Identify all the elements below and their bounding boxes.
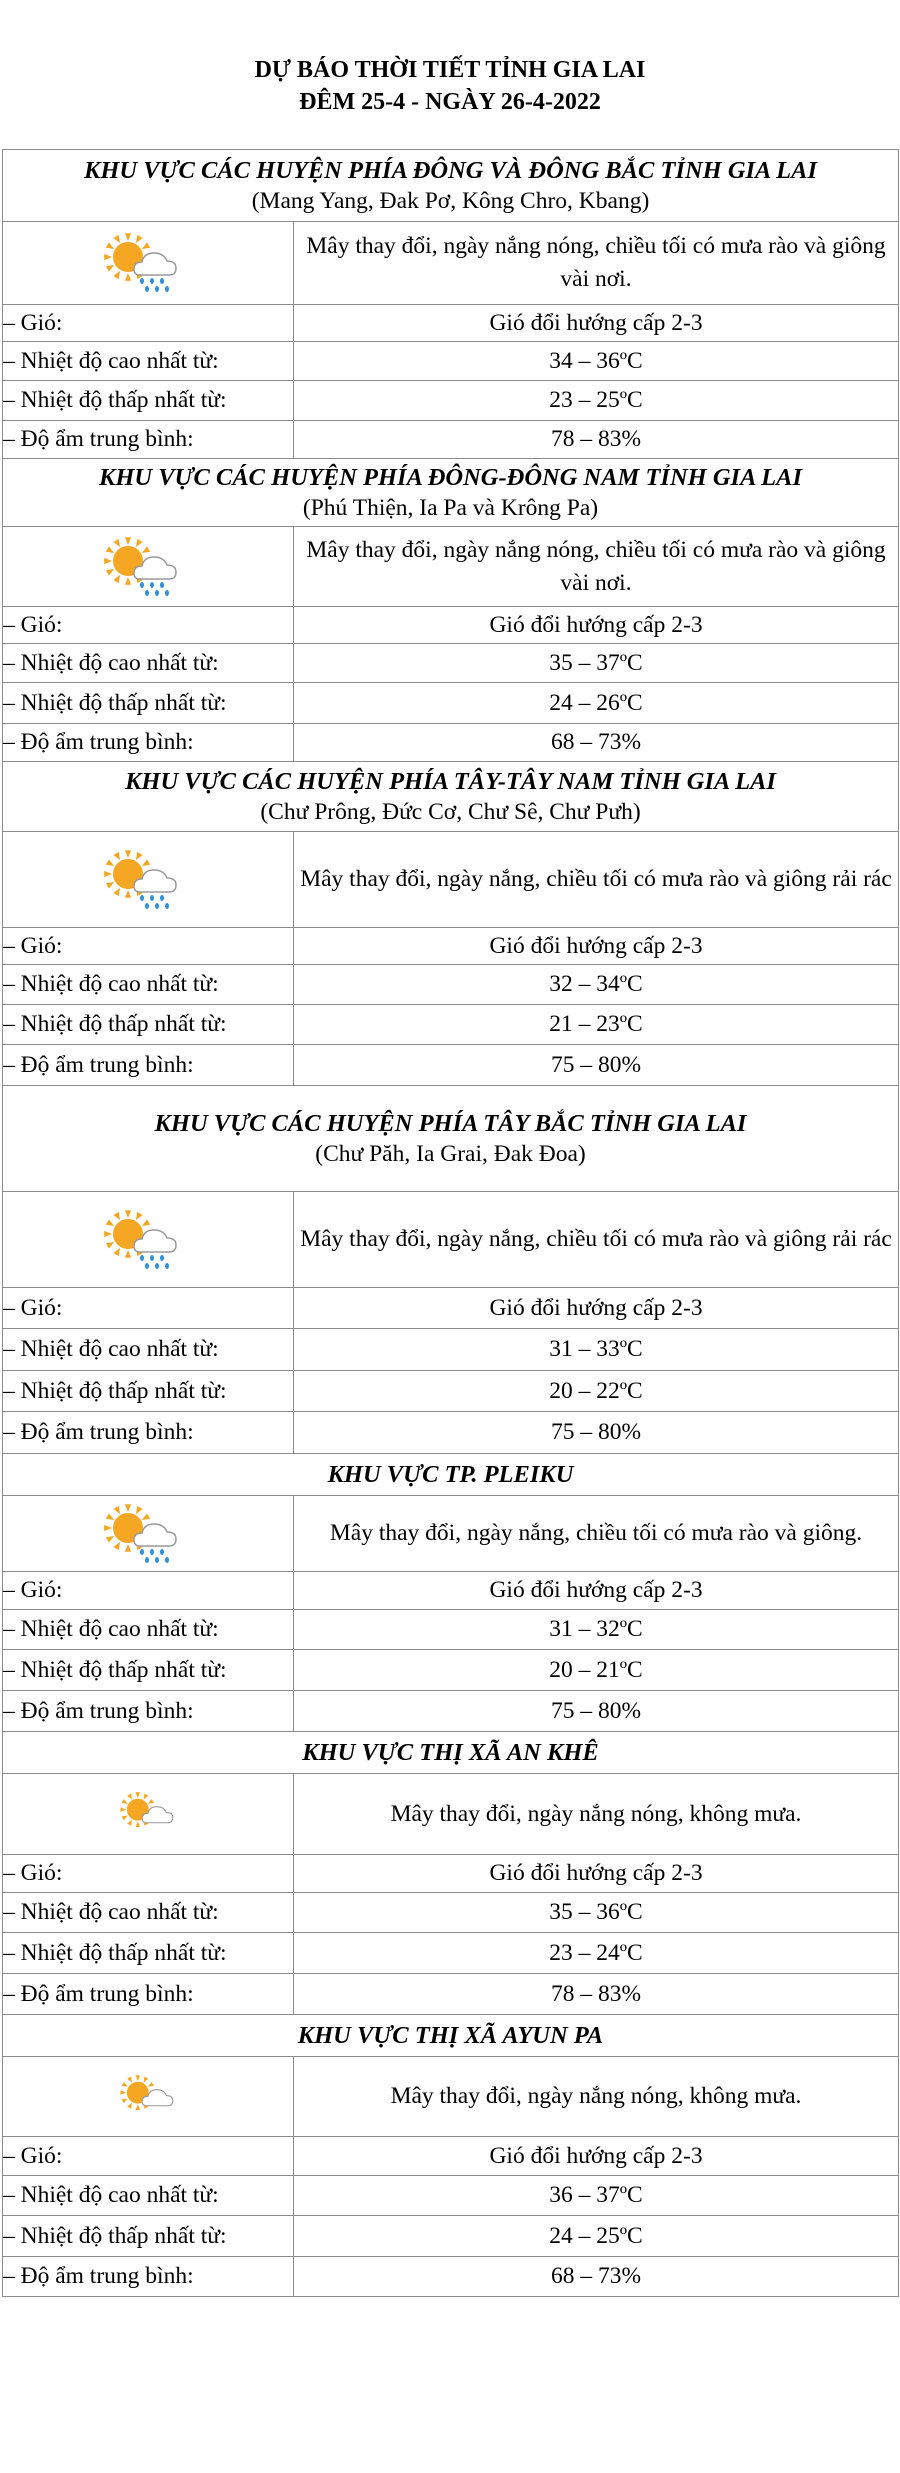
high-temp-row	[3, 1893, 899, 1933]
condition-row	[3, 527, 899, 607]
high-temp-row	[3, 2176, 899, 2216]
low-temp-row	[3, 1005, 899, 1045]
low-temp-value: 24 – 26ºC	[294, 683, 899, 724]
low-temp-label: – Nhiệt độ thấp nhất từ:	[3, 1005, 294, 1045]
weather-icon-cell	[3, 2057, 294, 2137]
low-temp-row	[3, 2216, 899, 2257]
region-header	[3, 1454, 899, 1496]
region-header-row	[3, 459, 899, 527]
wind-row	[3, 1855, 899, 1893]
humidity-row	[3, 1974, 899, 2015]
low-temp-value: 21 – 23ºC	[294, 1005, 899, 1045]
wind-value: Gió đổi hướng cấp 2-3	[294, 1288, 899, 1329]
humidity-row	[3, 1412, 899, 1454]
low-temp-row	[3, 1650, 899, 1691]
high-temp-value: 34 – 36ºC	[294, 342, 899, 381]
high-temp-label: – Nhiệt độ cao nhất từ:	[3, 965, 294, 1005]
high-temp-row	[3, 1329, 899, 1371]
weather-description: Mây thay đổi, ngày nắng, chiều tối có mưa rào và giông rải rác	[294, 832, 899, 928]
high-temp-row	[3, 965, 899, 1005]
wind-label: – Gió:	[3, 928, 294, 965]
humidity-label: – Độ ẩm trung bình:	[3, 421, 294, 459]
weather-icon-cell	[3, 1774, 294, 1855]
region-name: KHU VỰC CÁC HUYỆN PHÍA ĐÔNG-ĐÔNG NAM TỈNH GIA LAI	[98, 463, 803, 491]
humidity-label: – Độ ẩm trung bình:	[3, 1045, 294, 1086]
weather-description: Mây thay đổi, ngày nắng nóng, chiều tối có mưa rào và giông vài nơi.	[294, 222, 899, 305]
region-header	[3, 1732, 899, 1774]
weather-description: Mây thay đổi, ngày nắng nóng, chiều tối có mưa rào và giông vài nơi.	[294, 527, 899, 607]
weather-description: Mây thay đổi, ngày nắng, chiều tối có mưa rào và giông rải rác	[294, 1192, 899, 1288]
region-districts: (Phú Thiện, Ia Pa và Krông Pa)	[302, 494, 599, 521]
wind-value: Gió đổi hướng cấp 2-3	[294, 1855, 899, 1893]
weather-icon-cell	[3, 832, 294, 928]
wind-row	[3, 305, 899, 342]
wind-label: – Gió:	[3, 1288, 294, 1329]
wind-value: Gió đổi hướng cấp 2-3	[294, 305, 899, 342]
high-temp-label: – Nhiệt độ cao nhất từ:	[3, 1329, 294, 1371]
weather-icon-cell	[3, 1496, 294, 1572]
low-temp-label: – Nhiệt độ thấp nhất từ:	[3, 1933, 294, 1974]
wind-label: – Gió:	[3, 1572, 294, 1610]
low-temp-value: 20 – 22ºC	[294, 1371, 899, 1412]
region-header-row	[3, 150, 899, 222]
region-name: KHU VỰC CÁC HUYỆN PHÍA TÂY-TÂY NAM TỈNH GIA LAI	[125, 767, 776, 795]
humidity-row	[3, 724, 899, 762]
page-title: DỰ BÁO THỜI TIẾT TỈNH GIA LAI	[254, 57, 646, 83]
low-temp-row	[3, 1933, 899, 1974]
wind-value: Gió đổi hướng cấp 2-3	[294, 1572, 899, 1610]
region-districts: (Mang Yang, Đak Pơ, Kông Chro, Kbang)	[251, 187, 650, 214]
low-temp-value: 23 – 24ºC	[294, 1933, 899, 1974]
page-subtitle: ĐÊM 25-4 - NGÀY 26-4-2022	[299, 89, 601, 115]
low-temp-value: 20 – 21ºC	[294, 1650, 899, 1691]
high-temp-label: – Nhiệt độ cao nhất từ:	[3, 2176, 294, 2216]
low-temp-label: – Nhiệt độ thấp nhất từ:	[3, 1650, 294, 1691]
humidity-value: 75 – 80%	[294, 1691, 899, 1732]
region-header	[3, 2015, 899, 2057]
sun-cloud-icon	[113, 1782, 183, 1846]
region-name: KHU VỰC THỊ XÃ AYUN PA	[297, 2022, 604, 2049]
region-name: KHU VỰC CÁC HUYỆN PHÍA ĐÔNG VÀ ĐÔNG BẮC TỈNH GIA LAI	[84, 156, 818, 184]
high-temp-row	[3, 644, 899, 683]
low-temp-row	[3, 683, 899, 724]
wind-row	[3, 1572, 899, 1610]
region-name: KHU VỰC TP. PLEIKU	[327, 1461, 574, 1488]
humidity-value: 68 – 73%	[294, 2257, 899, 2297]
wind-label: – Gió:	[3, 305, 294, 342]
high-temp-label: – Nhiệt độ cao nhất từ:	[3, 644, 294, 683]
region-header-row	[3, 1454, 899, 1496]
high-temp-label: – Nhiệt độ cao nhất từ:	[3, 1893, 294, 1933]
sun-cloud-rain-icon	[100, 535, 196, 599]
region-header	[3, 150, 899, 222]
humidity-value: 75 – 80%	[294, 1045, 899, 1086]
wind-value: Gió đổi hướng cấp 2-3	[294, 2137, 899, 2176]
region-header	[3, 762, 899, 832]
high-temp-value: 35 – 36ºC	[294, 1893, 899, 1933]
high-temp-label: – Nhiệt độ cao nhất từ:	[3, 1610, 294, 1650]
wind-label: – Gió:	[3, 607, 294, 644]
humidity-value: 78 – 83%	[294, 421, 899, 459]
humidity-label: – Độ ẩm trung bình:	[3, 1412, 294, 1454]
humidity-row	[3, 2257, 899, 2297]
low-temp-label: – Nhiệt độ thấp nhất từ:	[3, 1371, 294, 1412]
region-header	[3, 459, 899, 527]
weather-description: Mây thay đổi, ngày nắng nóng, không mưa.	[294, 2057, 899, 2137]
humidity-value: 78 – 83%	[294, 1974, 899, 2015]
sun-cloud-rain-icon	[100, 848, 196, 912]
region-header-row	[3, 762, 899, 832]
high-temp-label: – Nhiệt độ cao nhất từ:	[3, 342, 294, 381]
condition-row	[3, 222, 899, 305]
region-districts: (Chư Prông, Đức Cơ, Chư Sê, Chư Pưh)	[260, 798, 641, 825]
high-temp-value: 36 – 37ºC	[294, 2176, 899, 2216]
wind-row	[3, 2137, 899, 2176]
region-name: KHU VỰC CÁC HUYỆN PHÍA TÂY BẮC TỈNH GIA LAI	[154, 1109, 747, 1137]
humidity-value: 68 – 73%	[294, 724, 899, 762]
wind-value: Gió đổi hướng cấp 2-3	[294, 607, 899, 644]
low-temp-label: – Nhiệt độ thấp nhất từ:	[3, 2216, 294, 2257]
high-temp-row	[3, 1610, 899, 1650]
humidity-label: – Độ ẩm trung bình:	[3, 1974, 294, 2015]
condition-row	[3, 1496, 899, 1572]
wind-row	[3, 607, 899, 644]
high-temp-value: 32 – 34ºC	[294, 965, 899, 1005]
weather-icon-cell	[3, 1192, 294, 1288]
low-temp-label: – Nhiệt độ thấp nhất từ:	[3, 683, 294, 724]
condition-row	[3, 832, 899, 928]
region-header-row	[3, 1086, 899, 1192]
region-name: KHU VỰC THỊ XÃ AN KHÊ	[302, 1739, 599, 1766]
wind-value: Gió đổi hướng cấp 2-3	[294, 928, 899, 965]
wind-row	[3, 1288, 899, 1329]
sun-cloud-rain-icon	[100, 1208, 196, 1272]
condition-row	[3, 1774, 899, 1855]
humidity-label: – Độ ẩm trung bình:	[3, 1691, 294, 1732]
low-temp-row	[3, 1371, 899, 1412]
region-header	[3, 1086, 899, 1192]
sun-cloud-rain-icon	[100, 1502, 196, 1566]
high-temp-value: 31 – 32ºC	[294, 1610, 899, 1650]
condition-row	[3, 2057, 899, 2137]
weather-icon-cell	[3, 527, 294, 607]
low-temp-value: 23 – 25ºC	[294, 381, 899, 421]
region-header-row	[3, 2015, 899, 2057]
low-temp-row	[3, 381, 899, 421]
high-temp-value: 35 – 37ºC	[294, 644, 899, 683]
wind-label: – Gió:	[3, 2137, 294, 2176]
weather-description: Mây thay đổi, ngày nắng nóng, không mưa.	[294, 1774, 899, 1855]
low-temp-label: – Nhiệt độ thấp nhất từ:	[3, 381, 294, 421]
wind-label: – Gió:	[3, 1855, 294, 1893]
humidity-row	[3, 421, 899, 459]
humidity-label: – Độ ẩm trung bình:	[3, 724, 294, 762]
weather-icon-cell	[3, 222, 294, 305]
condition-row	[3, 1192, 899, 1288]
region-districts: (Chư Păh, Ia Grai, Đak Đoa)	[315, 1140, 586, 1167]
humidity-row	[3, 1045, 899, 1086]
high-temp-value: 31 – 33ºC	[294, 1329, 899, 1371]
humidity-label: – Độ ẩm trung bình:	[3, 2257, 294, 2297]
region-header-row	[3, 1732, 899, 1774]
sun-cloud-rain-icon	[100, 231, 196, 295]
humidity-row	[3, 1691, 899, 1732]
weather-description: Mây thay đổi, ngày nắng, chiều tối có mưa rào và giông.	[294, 1496, 899, 1572]
low-temp-value: 24 – 25ºC	[294, 2216, 899, 2257]
high-temp-row	[3, 342, 899, 381]
sun-cloud-icon	[113, 2065, 183, 2129]
humidity-value: 75 – 80%	[294, 1412, 899, 1454]
forecast-table	[2, 149, 899, 2297]
wind-row	[3, 928, 899, 965]
